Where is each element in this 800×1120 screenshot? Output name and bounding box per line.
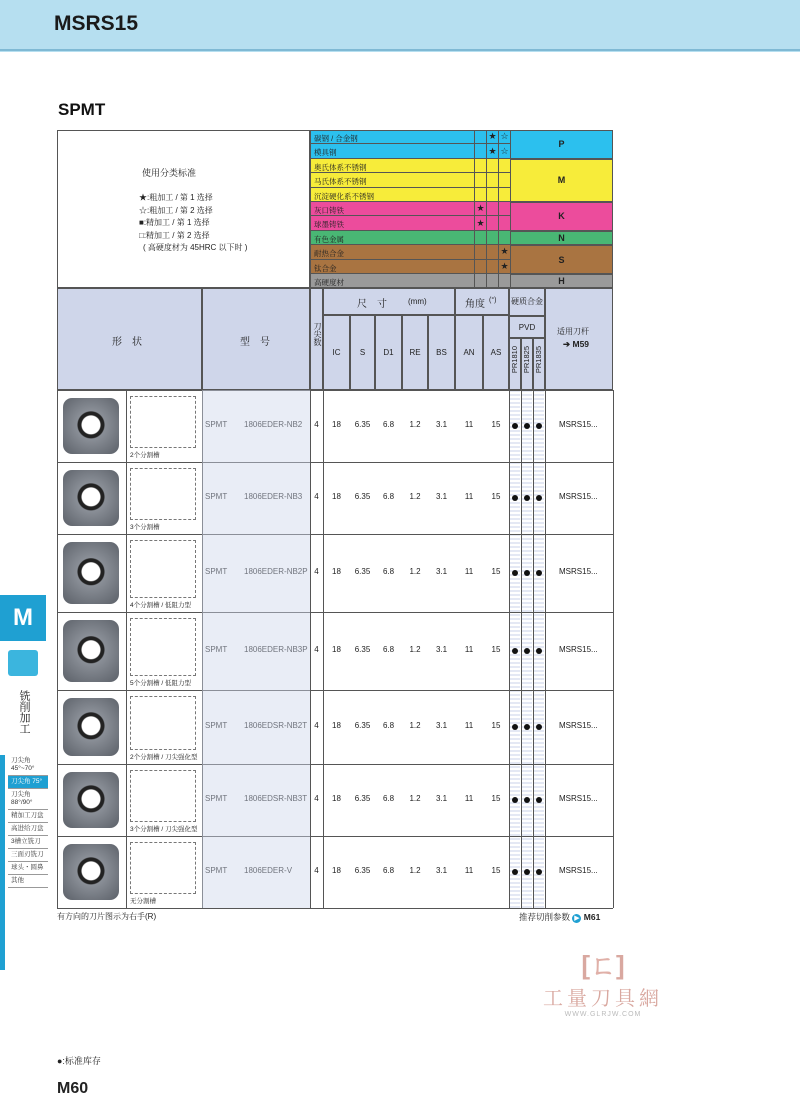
table-column-divider — [533, 390, 534, 908]
material-group-code: M — [510, 159, 613, 202]
table-row-divider — [57, 390, 613, 391]
material-name: 高硬度材 — [314, 278, 344, 287]
stock-dot — [524, 495, 530, 501]
insert-drawing — [130, 540, 196, 598]
header-col-ic: IC — [323, 315, 350, 390]
row-edges: 4 — [314, 721, 319, 730]
row-ic: 18 — [332, 794, 341, 803]
section-title: SPMT — [58, 100, 106, 119]
row-bs: 3.1 — [435, 866, 448, 875]
stock-dot — [512, 570, 518, 576]
row-holder: MSRS15... — [559, 645, 598, 654]
material-group-code: S — [510, 245, 613, 274]
row-edges: 4 — [314, 866, 319, 875]
header-angle-label: 角度 — [465, 299, 485, 310]
table-column-divider — [310, 390, 311, 908]
material-grade-mark: ★ — [486, 130, 498, 144]
stock-dot — [536, 648, 542, 654]
classification-legend-item: □:精加工 / 第 2 选择 — [139, 230, 210, 240]
insert-drawing — [130, 696, 196, 750]
footnote-left: 有方向的刀片图示为右手(R) — [57, 912, 157, 921]
row-model: 1806EDSR-NB2T — [244, 721, 308, 730]
stock-dot — [536, 495, 542, 501]
classification-legend-item: ★:粗加工 / 第 1 选择 — [139, 193, 213, 202]
footnote-right-label: 推荐切削参数 — [519, 912, 571, 922]
row-holder: MSRS15... — [559, 721, 598, 730]
row-s: 6.35 — [354, 567, 371, 576]
header-grade: PR1825 — [522, 346, 531, 374]
header-dims-label: 尺 寸 — [357, 299, 387, 310]
row-an: 11 — [464, 794, 474, 803]
header-rule — [0, 49, 800, 51]
header-col-an: AN — [455, 315, 483, 390]
material-group-code: K — [510, 202, 613, 231]
row-as: 15 — [491, 492, 501, 501]
material-name: 碳钢 / 合金钢 — [314, 134, 358, 143]
material-name: 球墨铸铁 — [314, 220, 344, 230]
side-nav — [8, 755, 48, 888]
insert-drawing — [130, 842, 196, 894]
header-holder-ref: ➔ M59 — [563, 339, 590, 349]
row-model: 1806EDER-NB3P — [244, 645, 308, 654]
row-model: 1806EDSR-NB3T — [244, 794, 308, 803]
material-frame — [310, 130, 613, 288]
row-holder: MSRS15... — [559, 866, 598, 875]
row-ic: 18 — [332, 866, 341, 875]
table-column-divider — [57, 390, 58, 908]
stock-dot — [512, 797, 518, 803]
row-holder: MSRS15... — [559, 492, 598, 501]
insert-photo — [63, 620, 119, 682]
material-name: 沉淀硬化系不锈钢 — [314, 191, 374, 201]
stock-dot — [536, 797, 542, 803]
row-ic: 18 — [332, 420, 341, 429]
insert-caption: 4个分割槽 / 低阻力型 — [130, 602, 192, 609]
material-grade-mark: ★ — [498, 260, 510, 274]
header-shape-label: 形 状 — [112, 337, 142, 348]
row-ic: 18 — [332, 492, 341, 501]
header-angle-unit: (°) — [489, 297, 497, 304]
table-column-divider — [126, 390, 127, 908]
side-nav-item[interactable]: 球头・圆鼻 — [8, 862, 48, 875]
row-bs: 3.1 — [435, 492, 448, 501]
header-dims — [323, 288, 455, 315]
header-col-as: AS — [483, 315, 509, 390]
material-grade-mark: ☆ — [498, 130, 510, 144]
header-pvd: PVD — [509, 316, 545, 338]
stock-dot — [524, 724, 530, 730]
material-name: 灰口铸铁 — [314, 206, 344, 215]
row-re: 1.2 — [409, 866, 421, 875]
row-d1: 6.8 — [382, 721, 395, 730]
row-model: 1806EDER-NB3 — [244, 492, 303, 501]
material-grade-mark: ★ — [474, 216, 486, 230]
milling-insert-icon — [8, 650, 38, 676]
row-re: 1.2 — [409, 420, 421, 429]
row-bs: 3.1 — [435, 645, 448, 654]
table-row-divider — [57, 764, 613, 765]
stock-dot — [536, 869, 542, 875]
row-model: 1806EDER-V — [244, 866, 293, 875]
row-s: 6.35 — [354, 420, 371, 429]
row-bs: 3.1 — [435, 721, 448, 730]
watermark-url: WWW.GLRJW.COM — [564, 1011, 642, 1018]
footnote-ref[interactable]: M61 — [583, 912, 601, 922]
table-row-divider — [57, 534, 613, 535]
row-an: 11 — [464, 645, 474, 654]
stock-dot — [536, 724, 542, 730]
header-grade: PR1810 — [510, 346, 519, 374]
row-re: 1.2 — [409, 567, 421, 576]
header-grade: PR1835 — [534, 346, 543, 374]
row-holder: MSRS15... — [559, 420, 598, 429]
material-group-code: H — [510, 274, 613, 288]
side-nav-item[interactable]: 刀尖角 75° — [8, 776, 48, 789]
row-edges: 4 — [314, 645, 319, 654]
insert-caption: 5个分割槽 / 低阻力型 — [130, 680, 192, 687]
insert-caption: 2个分割槽 — [130, 452, 160, 459]
model-column-shade — [202, 390, 310, 908]
row-d1: 6.8 — [382, 794, 395, 803]
row-s: 6.35 — [354, 794, 371, 803]
table-row-divider — [57, 836, 613, 837]
stock-dot — [512, 724, 518, 730]
watermark — [538, 945, 668, 1018]
row-series: SPMT — [205, 567, 228, 576]
chapter-category: 铣削加工 — [18, 690, 30, 734]
row-d1: 6.8 — [382, 645, 395, 654]
row-model: 1806EDER-NB2P — [244, 567, 308, 576]
insert-photo — [63, 542, 119, 604]
row-re: 1.2 — [409, 721, 421, 730]
watermark-logo: [ㄈ] — [581, 950, 625, 980]
side-nav-item[interactable]: 高进给刀盘 — [8, 823, 48, 836]
table-column-divider — [613, 390, 614, 908]
insert-caption: 无分割槽 — [130, 898, 156, 905]
material-name: 钛合金 — [314, 263, 337, 273]
row-series: SPMT — [205, 794, 228, 803]
header-col-bs: BS — [428, 315, 455, 390]
header-dims-unit: (mm) — [408, 297, 427, 306]
row-as: 15 — [491, 866, 501, 875]
row-series: SPMT — [205, 645, 228, 654]
classification-legend-item: ■:精加工 / 第 1 选择 — [139, 218, 210, 227]
material-grade-mark: ★ — [474, 202, 486, 216]
material-grade-mark: ★ — [486, 144, 498, 158]
insert-photo — [63, 698, 119, 756]
row-holder: MSRS15... — [559, 794, 598, 803]
table-row-divider — [57, 462, 613, 463]
row-d1: 6.8 — [382, 492, 395, 501]
table-row-divider — [57, 612, 613, 613]
material-group-code: N — [510, 231, 613, 245]
header-carbide: 硬质合金 — [509, 288, 545, 316]
row-an: 11 — [464, 866, 474, 875]
side-nav-item[interactable]: 其他 — [8, 875, 48, 888]
row-series: SPMT — [205, 866, 228, 875]
insert-photo — [63, 844, 119, 900]
side-nav-item[interactable]: 刀尖角 88°/90° — [8, 789, 48, 810]
stock-dot — [512, 495, 518, 501]
material-name: 奥氏体系不锈钢 — [314, 162, 367, 172]
side-nav-item[interactable]: 刀尖角 45°~70° — [8, 755, 48, 776]
row-s: 6.35 — [354, 492, 371, 501]
page-title: MSRS15 — [54, 12, 139, 35]
insert-drawing — [130, 396, 196, 448]
row-bs: 3.1 — [435, 420, 448, 429]
header-col-s: S — [350, 315, 375, 390]
row-d1: 6.8 — [382, 420, 395, 429]
row-an: 11 — [464, 721, 474, 730]
chapter-letter: M — [0, 595, 46, 641]
insert-caption: 3个分割槽 / 刀尖强化型 — [130, 826, 198, 833]
row-d1: 6.8 — [382, 866, 395, 875]
watermark-text: 工量刀具網 — [543, 988, 663, 1010]
row-bs: 3.1 — [435, 567, 448, 576]
header-col-re: RE — [402, 315, 428, 390]
row-edges: 4 — [314, 794, 319, 803]
row-series: SPMT — [205, 492, 228, 501]
stock-dot — [524, 423, 530, 429]
row-an: 11 — [464, 567, 474, 576]
stock-dot — [536, 423, 542, 429]
material-grade-mark: ☆ — [498, 144, 510, 158]
table-column-divider — [545, 390, 546, 908]
row-edges: 4 — [314, 492, 319, 501]
classification-legend-item: ( 高硬度材为 45HRC 以下时 ) — [143, 243, 248, 252]
header-col-d1: D1 — [375, 315, 402, 390]
stock-dot — [524, 570, 530, 576]
stock-dot — [512, 648, 518, 654]
side-nav-item[interactable]: 三面刃铣刀 — [8, 849, 48, 862]
stock-dot — [512, 869, 518, 875]
row-bs: 3.1 — [435, 794, 448, 803]
header-holder-label: 适用刀杆 — [557, 327, 589, 336]
insert-photo — [63, 772, 119, 828]
row-an: 11 — [464, 420, 474, 429]
row-series: SPMT — [205, 420, 228, 429]
stock-dot — [524, 797, 530, 803]
row-as: 15 — [491, 645, 501, 654]
row-s: 6.35 — [354, 721, 371, 730]
stock-dot — [512, 423, 518, 429]
stock-dot — [524, 869, 530, 875]
insert-photo — [63, 470, 119, 526]
row-as: 15 — [491, 567, 501, 576]
material-name: 模具钢 — [314, 148, 337, 158]
row-ic: 18 — [332, 645, 341, 654]
stock-dot — [524, 648, 530, 654]
row-re: 1.2 — [409, 794, 421, 803]
insert-drawing — [130, 770, 196, 822]
table-column-divider — [323, 390, 324, 908]
side-nav-bar — [0, 755, 5, 970]
material-name: 有色金属 — [314, 234, 344, 244]
classification-legend-item: ☆:粗加工 / 第 2 选择 — [139, 205, 213, 215]
row-series: SPMT — [205, 721, 228, 730]
row-holder: MSRS15... — [559, 567, 598, 576]
material-grade-mark: ★ — [498, 245, 510, 259]
row-as: 15 — [491, 420, 501, 429]
page-number: M60 — [57, 1080, 89, 1097]
row-model: 1806EDER-NB2 — [244, 420, 303, 429]
table-row-divider — [57, 908, 613, 909]
insert-drawing — [130, 618, 196, 676]
material-name: 马氏体系不锈钢 — [314, 177, 367, 187]
table-column-divider — [521, 390, 522, 908]
insert-caption: 3个分割槽 — [130, 524, 160, 531]
header-edges-label: 刀尖数 — [313, 322, 322, 346]
material-group-code: P — [510, 130, 613, 159]
header-model-label: 型 号 — [240, 337, 270, 348]
insert-drawing — [130, 468, 196, 520]
row-ic: 18 — [332, 721, 341, 730]
row-ic: 18 — [332, 567, 341, 576]
row-edges: 4 — [314, 567, 319, 576]
row-edges: 4 — [314, 420, 319, 429]
page-header — [0, 0, 800, 52]
footnote-right — [519, 911, 600, 923]
row-s: 6.35 — [354, 866, 371, 875]
table-column-divider — [509, 390, 510, 908]
stock-dot — [536, 570, 542, 576]
row-an: 11 — [464, 492, 474, 501]
material-name: 耐热合金 — [314, 249, 344, 259]
row-d1: 6.8 — [382, 567, 395, 576]
insert-photo — [63, 398, 119, 454]
side-nav-item[interactable]: 精加工刀盘 — [8, 810, 48, 823]
row-re: 1.2 — [409, 645, 421, 654]
insert-table — [57, 130, 613, 908]
insert-caption: 2个分割槽 / 刀尖强化型 — [130, 754, 198, 761]
side-nav-item[interactable]: 3槽立铣刀 — [8, 836, 48, 849]
row-re: 1.2 — [409, 492, 421, 501]
stock-note: ●:标准库存 — [57, 1056, 101, 1066]
row-s: 6.35 — [354, 645, 371, 654]
arrow-right-icon: ▶ — [574, 915, 580, 922]
table-row-divider — [57, 690, 613, 691]
row-as: 15 — [491, 721, 501, 730]
row-as: 15 — [491, 794, 501, 803]
classification-title: 使用分类标准 — [142, 168, 197, 178]
